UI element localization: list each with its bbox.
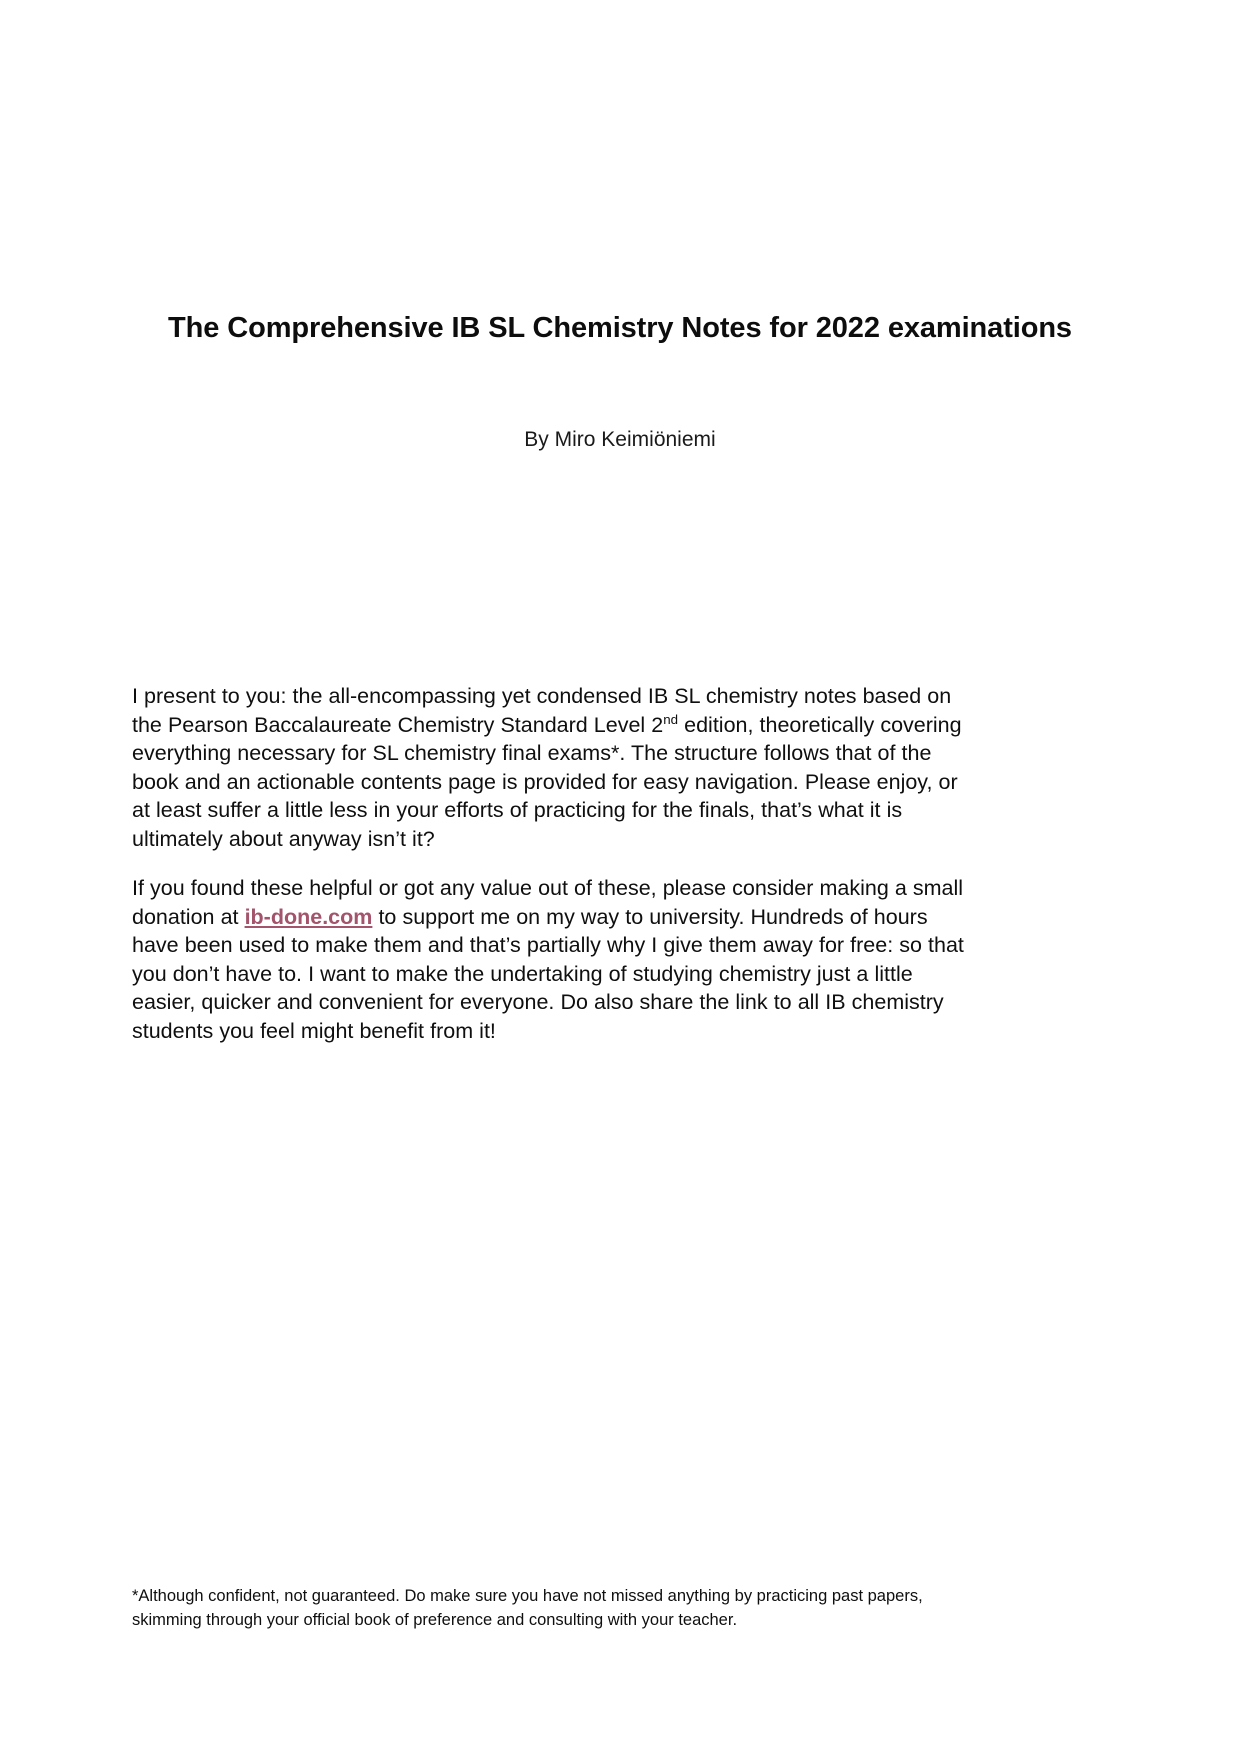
donation-text-part-1: If you found these helpful or got any value out of these, please consider making a small donation at (132, 876, 964, 929)
footnote-block (132, 1584, 972, 1632)
page-title: The Comprehensive IB SL Chemistry Notes for 2022 examinations (168, 312, 1072, 344)
donation-text-part-2: to support me on my way to university. Hundreds of hours have been used to make them and that’s partially why I give them away for free: so that you don’t have to. I want to make the undertaking of studying chemistry just a little easier, quicker and convenient for everyone. Do also share the link to all IB chemistry students you feel might benefit from it! (132, 904, 964, 1043)
body-content (132, 682, 970, 1045)
ib-done-link[interactable]: ib-done.com (244, 904, 373, 929)
intro-text-part-1: I present to you: the all-encompassing yet condensed IB SL chemistry notes based on the Pearson Baccalaureate Chemistry Standard Level 2 (132, 684, 952, 737)
ordinal-suffix: nd (663, 711, 679, 727)
title-block (168, 308, 1072, 349)
paragraph-intro (132, 682, 970, 853)
footnote-text: *Although confident, not guaranteed. Do make sure you have not missed anything by practicing past papers, skimming through your official book of preference and consulting with your teacher. (132, 1587, 923, 1629)
intro-text-part-2: edition, theoretically covering everything necessary for SL chemistry final exams*. The structure follows that of the book and an actionable contents page is provided for easy navigation. Please enjoy, or at least suffer a little less in your efforts of practicing for the finals, that’s what it is ultimately about anyway isn’t it? (132, 712, 962, 851)
paragraph-donation (132, 874, 970, 1045)
author-byline: By Miro Keimiöniemi (524, 428, 716, 451)
